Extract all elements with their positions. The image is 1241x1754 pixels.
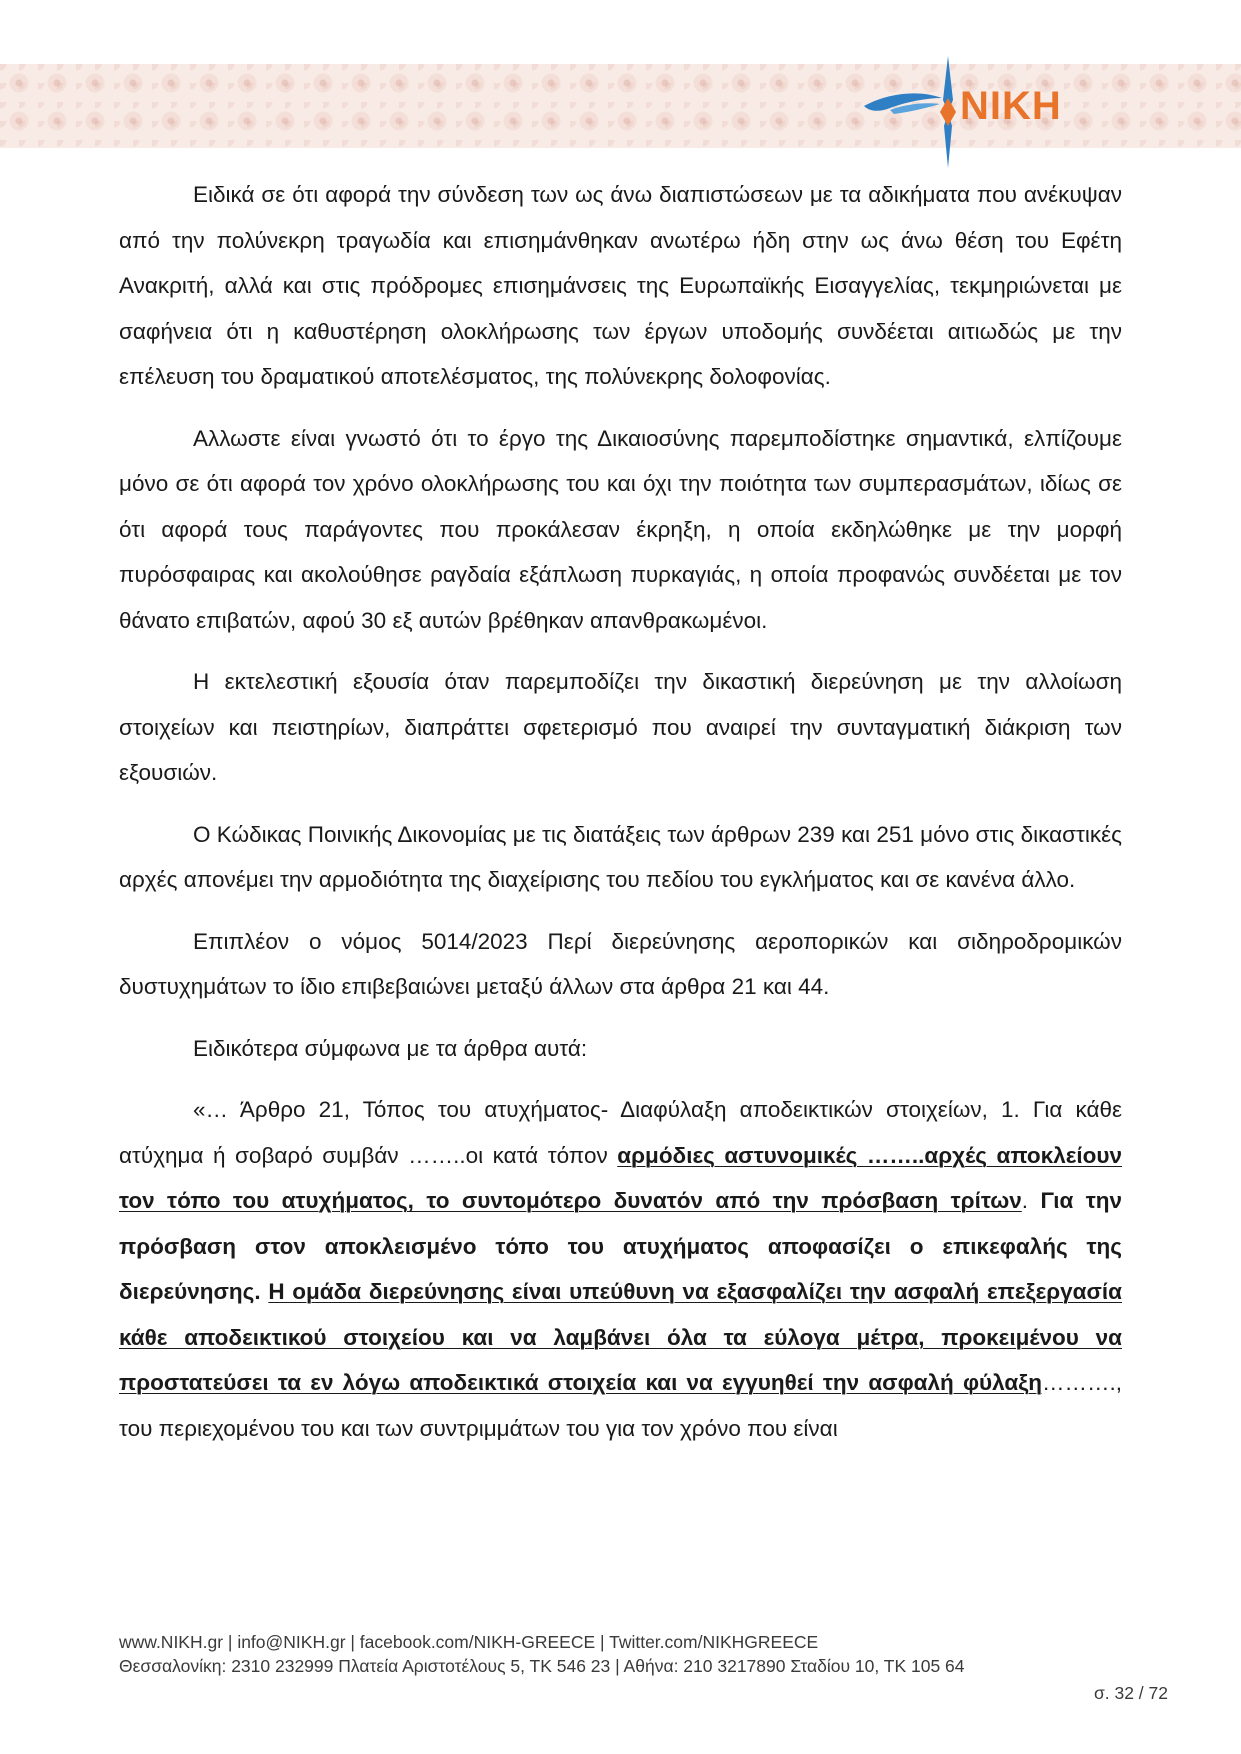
quote-bold-sentence: Για την πρόσβαση στον αποκλεισμένο τόπο του ατυχήματος αποφασίζει ο επικεφαλής της διερεύνησης. <box>119 1188 1122 1304</box>
quote-continuation: ………., του περιεχομένου του και των συντριμμάτων του για τον χρόνο που είναι <box>119 1370 1122 1441</box>
paragraph-1: Ειδικά σε ότι αφορά την σύνδεση των ως άνω διαπιστώσεων με τα αδικήματα που ανέκυψαν από την πολύνεκρη τραγωδία και επισημάνθηκαν ανωτέρω ήδη στην ως άνω θέση του Εφέτη Ανακριτή, αλλά και στις πρόδρομες επισημάνσεις της Ευρωπαϊκής Εισαγγελίας, τεκμηριώνεται με σαφήνεια ότι η καθυστέρηση ολοκλήρωσης των έργων υποδομής συνδέεται αιτιωδώς με την επέλευση του δραματικού αποτελέσματος, της πολύνεκρης δολοφονίας. <box>119 182 1122 389</box>
quote-separator: . <box>1021 1188 1041 1213</box>
page-footer <box>119 1630 1129 1678</box>
paragraph-6: Ειδικότερα σύμφωνα με τα άρθρα αυτά: <box>193 1035 588 1061</box>
document-body <box>119 172 1122 1451</box>
paragraph-3: Η εκτελεστική εξουσία όταν παρεμποδίζει την δικαστική διερεύνηση με την αλλοίωση στοιχείων και πειστηρίων, διαπράττει σφετερισμό που αναιρεί την συνταγματική διάκριση των εξουσιών. <box>119 669 1122 785</box>
logo-wordmark: NIKH <box>960 84 1062 128</box>
paragraph-2: Αλλωστε είναι γνωστό ότι το έργο της Δικαιοσύνης παρεμποδίστηκε σημαντικά, ελπίζουμε μόνο σε ότι αφορά τον χρόνο ολοκλήρωσης του και όχι την ποιότητα των συμπερασμάτων, ιδίως σε ότι αφορά τους παράγοντες που προκάλεσαν έκρηξη, η οποία εκδηλώθηκε με την μορφή πυρόσφαιρας και ακολούθησε ραγδαία εξάπλωση πυρκαγιάς, η οποία προφανώς συνδέεται με τον θάνατο επιβατών, αφού 30 εξ αυτών βρέθηκαν απανθρακωμένοι. <box>119 425 1122 633</box>
paragraph-5: Επιπλέον ο νόμος 5014/2023 Περί διερεύνησης αεροπορικών και σιδηροδρομικών δυστυχημάτων το ίδιο επιβεβαιώνει μεταξύ άλλων στα άρθρα 21 και 44. <box>119 928 1122 999</box>
quote-bold-underlined-2: Η ομάδα διερεύνησης είναι υπεύθυνη να εξασφαλίζει την ασφαλή επεξεργασία κάθε αποδεικτικού στοιχείου και να λαμβάνει όλα τα εύλογα μέτρα, προκειμένου να προστατεύσει τα εν λόγω αποδεικτικά στοιχεία και να εγγυηθεί την ασφαλή φύλαξη <box>119 1279 1122 1395</box>
paragraph-4: Ο Κώδικας Ποινικής Δικονομίας με τις διατάξεις των άρθρων 239 και 251 μόνο στις δικαστικές αρχές απονέμει την αρμοδιότητα της διαχείρισης του πεδίου του εγκλήματος και σε κανένα άλλο. <box>119 821 1122 892</box>
quote-intro: «… Άρθρο 21, Τόπος του ατυχήματος- Διαφύλαξη αποδεικτικών στοιχείων, 1. Για κάθε ατύχημα ή σοβαρό συμβάν ……..οι κατά τόπον <box>119 1097 1122 1168</box>
footer-contact-links: www.NIKH.gr | info@NIKH.gr | facebook.com/NIKH-GREECE | Twitter.com/NIKHGREECE <box>119 1632 819 1652</box>
quote-bold-underlined-1: αρμόδιες αστυνομικές ……..αρχές αποκλείουν τον τόπο του ατυχήματος, το συντομότερο δυνατόν από την πρόσβαση τρίτων <box>119 1142 1122 1213</box>
nikh-logo <box>850 54 1090 170</box>
quoted-article-21 <box>119 1087 1122 1451</box>
footer-addresses: Θεσσαλονίκη: 2310 232999 Πλατεία Αριστοτέλους 5, ΤΚ 546 23 | Αθήνα: 210 3217890 Σταδίου 10, ΤΚ 105 64 <box>119 1656 965 1676</box>
page-number: σ. 32 / 72 <box>1093 1683 1168 1703</box>
